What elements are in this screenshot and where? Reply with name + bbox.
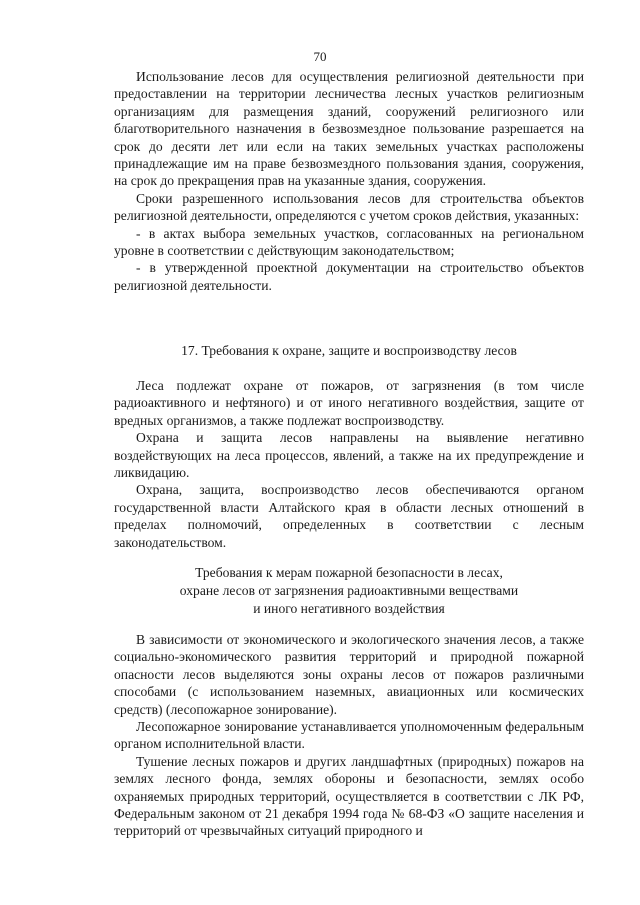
subsection-heading-line-1: Требования к мерам пожарной безопасности в лесах, (195, 565, 503, 580)
paragraph-forest-protection: Леса подлежат охране от пожаров, от загрязнения (в том числе радиоактивного и нефтяного) и от иного негативного воздействия, защите от вредных организмов, а также подлежат воспроизводству. (114, 378, 584, 428)
subsection-heading-block (114, 564, 584, 618)
section-religious-use (114, 68, 584, 294)
section-17 (114, 377, 584, 551)
paragraph-religious-use: Использование лесов для осуществления религиозной деятельности при предоставлении на территории лесничества лесных участков религиозным организациям для размещения зданий, сооружений религиозного или благотворительного назначения в безвозмездное пользование разрешается на срок до десяти лет или если на таких земельных участках расположены принадлежащие им на праве безвозмездного пользования здания, сооружения, на срок до прекращения прав на указанные здания, сооружения. (114, 69, 584, 189)
list-item-land-selection-acts: - в актах выбора земельных участков, согласованных на региональном уровне в соответствии с действующим законодательством; (114, 225, 584, 259)
section-17-heading-block (114, 342, 584, 359)
paragraph-protection-aims: Охрана и защита лесов направлены на выявление негативно воздействующих на леса процессов, явлений, а также на их предупреждение и ликвидацию. (114, 430, 584, 481)
page-number: 70 (313, 49, 327, 64)
subsection-body (114, 631, 584, 840)
paragraph-construction-terms: Сроки разрешенного использования лесов для строительства объектов религиозной деятельности, определяются с учетом сроков действия, указанных: (114, 190, 584, 224)
paragraph-fire-zoning: В зависимости от экономического и экологического значения лесов, а также социально-экономического развития территорий и природной пожарной опасности лесов выделяются зоны охраны лесов от пожаров различными способами (с использованием наземных, авиационных или космических средств) (лесопожарное зонирование). (114, 632, 584, 717)
subsection-heading-line-2: охране лесов от загрязнения радиоактивными веществами (179, 583, 519, 598)
paragraph-zoning-authority: Лесопожарное зонирование устанавливается уполномоченным федеральным органом исполнительной власти. (114, 719, 584, 752)
paragraph-fire-suppression: Тушение лесных пожаров и других ландшафтных (природных) пожаров на землях лесного фонда, землях обороны и безопасности, землях особо охраняемых природных территорий, осуществляется в соответствии с ЛК РФ, Федеральным законом от 21 декабря 1994 года № 68-ФЗ «О защите населения и территорий от чрезвычайных ситуаций природного и (114, 753, 584, 839)
section-17-heading: 17. Требования к охране, защите и воспроизводству лесов (181, 343, 517, 358)
subsection-heading-line-3: и иного негативного воздействия (253, 601, 445, 616)
paragraph-authority: Охрана, защита, воспроизводство лесов обеспечиваются органом государственной власти Алтайского края в области лесных отношений в пределах полномочий, определенных в соответствии с лесным законодательством. (114, 482, 584, 550)
list-item-project-documentation: - в утвержденной проектной документации на строительство объектов религиозной деятельности. (114, 260, 584, 293)
